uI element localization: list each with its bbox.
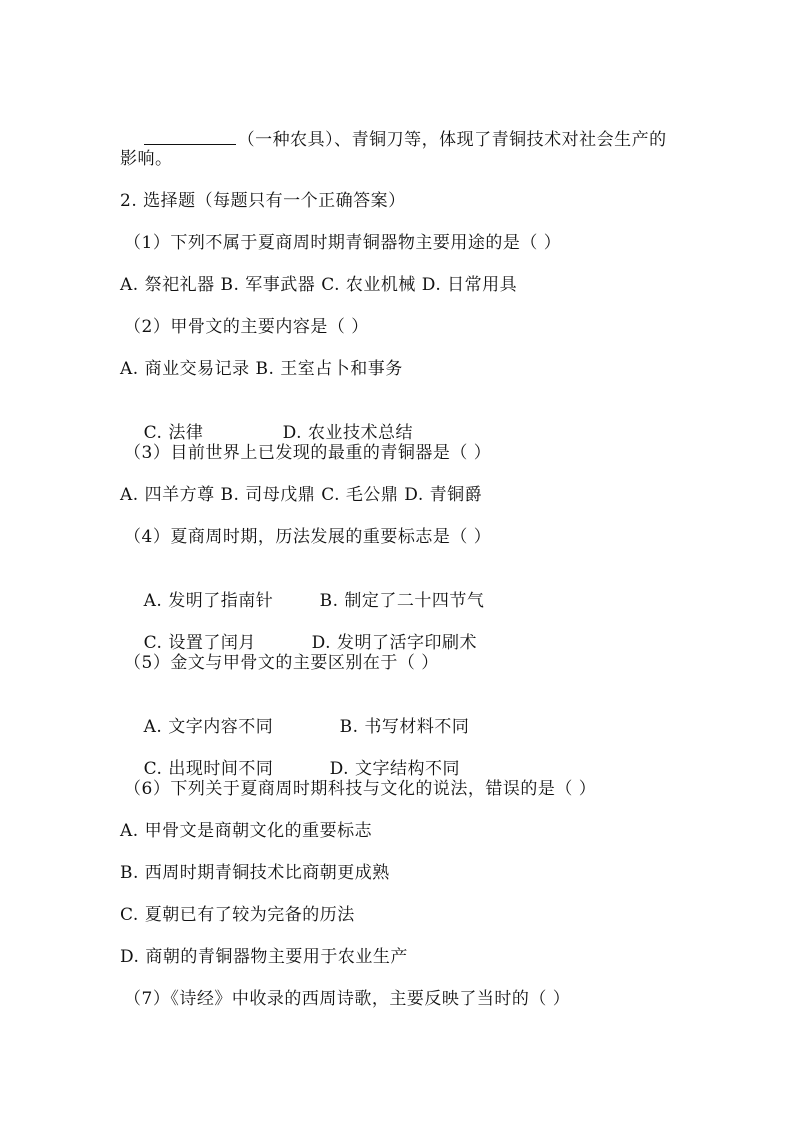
question-stem-6: （6）下列关于夏商周时期科技与文化的说法，错误的是（ ） xyxy=(124,779,597,799)
option-a: A. 发明了指南针 xyxy=(143,591,274,611)
question-6-option-c: C. 夏朝已有了较为完备的历法 xyxy=(120,905,355,925)
question-6-option-d: D. 商朝的青铜器物主要用于农业生产 xyxy=(120,947,408,967)
question-6-option-a: A. 甲骨文是商朝文化的重要标志 xyxy=(120,821,373,841)
question-stem-3: （3）目前世界上已发现的最重的青铜器是（ ） xyxy=(124,443,492,463)
question-3-options: A. 四羊方尊 B. 司母戊鼎 C. 毛公鼎 D. 青铜爵 xyxy=(120,485,483,505)
option-d: D. 文字结构不同 xyxy=(329,759,460,779)
option-a: A. 文字内容不同 xyxy=(143,717,274,737)
option-c: C. 出现时间不同 xyxy=(143,759,274,779)
question-stem-4: （4）夏商周时期，历法发展的重要标志是（ ） xyxy=(124,527,492,547)
option-d: D. 农业技术总结 xyxy=(282,423,413,443)
option-d: D. 发明了活字印刷术 xyxy=(311,633,477,653)
option-c: C. 法律 xyxy=(143,423,204,443)
question-6-option-b: B. 西周时期青铜技术比商朝更成熟 xyxy=(120,863,390,883)
continuation-line-2: 影响。 xyxy=(120,149,173,169)
answer-blank[interactable] xyxy=(144,128,236,145)
question-stem-7: （7）《诗经》中收录的西周诗歌，主要反映了当时的（ ） xyxy=(124,989,571,1009)
question-stem-1: （1）下列不属于夏商周时期青铜器物主要用途的是（ ） xyxy=(124,233,562,253)
question-1-options: A. 祭祀礼器 B. 军事武器 C. 农业机械 D. 日常用具 xyxy=(120,275,518,295)
continuation-text-1: （一种农具）、青铜刀等，体现了青铜技术对社会生产的 xyxy=(237,130,667,150)
option-b: B. 书写材料不同 xyxy=(339,717,470,737)
question-stem-2: （2）甲骨文的主要内容是（ ） xyxy=(124,317,369,337)
option-b: B. 制定了二十四节气 xyxy=(319,591,485,611)
continuation-line-1 xyxy=(120,106,667,173)
question-2-options-row1: A. 商业交易记录 B. 王室占卜和事务 xyxy=(120,359,403,379)
option-c: C. 设置了闰月 xyxy=(143,633,256,653)
section-heading: 2. 选择题（每题只有一个正确答案） xyxy=(120,191,406,211)
question-stem-5: （5）金文与甲骨文的主要区别在于（ ） xyxy=(124,653,439,673)
